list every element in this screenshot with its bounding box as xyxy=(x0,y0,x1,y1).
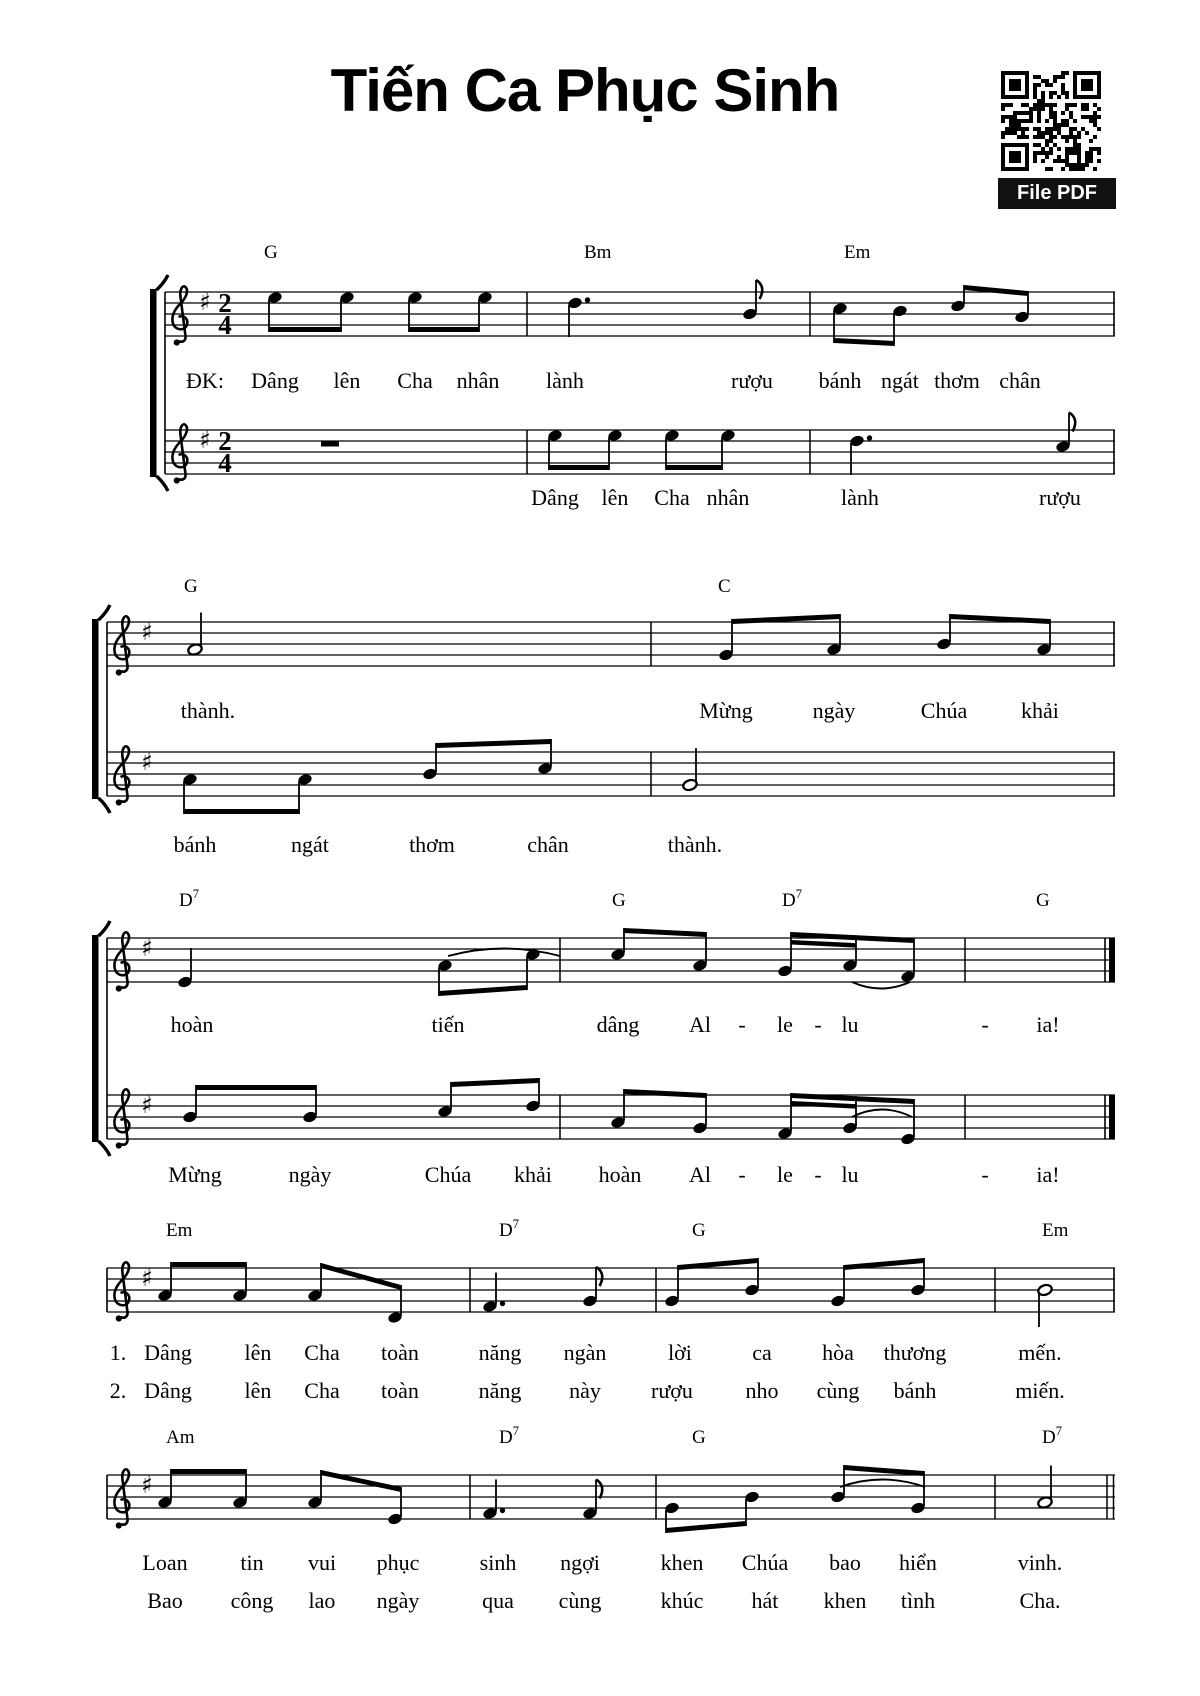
note xyxy=(950,285,966,313)
note xyxy=(177,948,193,989)
lyric-word: ngát xyxy=(881,368,919,393)
key-signature-sharp: ♯ xyxy=(141,1471,153,1499)
note xyxy=(1037,1466,1053,1510)
lyric-word: ngày xyxy=(288,1162,332,1187)
lyric-word: Mừng xyxy=(168,1162,222,1187)
note xyxy=(387,1285,403,1324)
lyric-word: Dâng xyxy=(144,1340,192,1365)
note xyxy=(267,291,283,332)
chord-label: $D^7$ xyxy=(782,887,802,911)
lyric-word: vinh. xyxy=(1017,1550,1063,1575)
eighth-flag xyxy=(596,1267,602,1286)
note xyxy=(682,748,698,792)
note xyxy=(437,1082,453,1118)
lyric-word: lành xyxy=(546,368,584,393)
lyric-word: ngợi xyxy=(560,1550,600,1575)
lyric-word: năng xyxy=(478,1340,522,1365)
music-system-1 xyxy=(150,242,1115,510)
eighth-flag xyxy=(596,1480,602,1499)
beam xyxy=(439,985,527,996)
beam xyxy=(666,1521,746,1533)
note xyxy=(607,429,623,470)
time-signature-denominator: 4 xyxy=(218,310,232,340)
lyric-word: Cha xyxy=(304,1340,340,1365)
note xyxy=(826,614,842,656)
lyric-word: Dâng xyxy=(144,1378,192,1403)
file-pdf-badge[interactable]: File PDF xyxy=(998,178,1116,209)
lyric-word: lên xyxy=(333,368,361,393)
lyric-word: khải xyxy=(514,1162,552,1187)
note xyxy=(567,296,590,337)
lyric-word: hoàn xyxy=(170,1012,214,1037)
lyric-word: ĐK: xyxy=(186,368,224,393)
beam xyxy=(964,285,1028,296)
time-signature-numerator: 2 xyxy=(218,288,232,318)
note xyxy=(718,619,734,662)
beam xyxy=(666,465,722,470)
key-signature-sharp: ♯ xyxy=(141,1264,153,1292)
lyric-word: thành. xyxy=(667,832,723,857)
note xyxy=(830,1465,846,1504)
lyric-word: - xyxy=(814,1012,822,1037)
lyric-word: Cha. xyxy=(1019,1588,1061,1613)
beam xyxy=(321,1263,401,1290)
chord-label: Em xyxy=(844,242,871,263)
lyric-word: - xyxy=(738,1162,746,1187)
system-bracket xyxy=(92,935,99,1142)
lyric-word: ca xyxy=(752,1340,772,1365)
lyric-word: Al xyxy=(689,1162,711,1187)
lyric-word: chân xyxy=(527,832,569,857)
staff xyxy=(107,1078,1115,1187)
note xyxy=(910,1471,926,1515)
lyric-word: nho xyxy=(745,1378,779,1403)
lyric-word: hòa xyxy=(822,1340,854,1365)
beam xyxy=(321,1470,401,1492)
lyric-word: dâng xyxy=(596,1012,640,1037)
beam xyxy=(184,809,299,814)
lyric-word: tình xyxy=(900,1588,936,1613)
lyric-word: Chúa xyxy=(424,1162,472,1187)
chord-label: $D^7$ xyxy=(179,887,199,911)
note xyxy=(187,613,203,657)
lyric-word: thơm xyxy=(409,832,455,857)
note xyxy=(307,1470,323,1509)
lyric-word: chân xyxy=(999,368,1041,393)
note xyxy=(842,935,858,972)
lyric-word: vui xyxy=(307,1550,337,1575)
system-bracket xyxy=(92,619,99,799)
note xyxy=(664,1265,680,1308)
page-title: Tiến Ca Phục Sinh xyxy=(330,57,840,124)
beam xyxy=(624,1089,706,1098)
lyric-word: lành xyxy=(841,485,879,510)
lyric-word: ia! xyxy=(1036,1162,1060,1187)
lyric-word: rượu xyxy=(651,1378,693,1403)
lyric-word: lao xyxy=(308,1588,336,1613)
lyric-word: lời xyxy=(668,1340,692,1365)
beam xyxy=(834,338,894,346)
music-system-3 xyxy=(92,887,1115,1187)
note xyxy=(182,773,198,814)
lyric-word: ngát xyxy=(291,832,329,857)
lyric-word: ia! xyxy=(1036,1012,1060,1037)
chord-label: G xyxy=(692,1427,706,1448)
lyric-word: ngày xyxy=(812,698,856,723)
lyric-word: rượu xyxy=(1039,485,1081,510)
note xyxy=(547,429,563,470)
lyric-word: - xyxy=(981,1162,989,1187)
key-signature-sharp: ♯ xyxy=(141,748,153,776)
note xyxy=(339,291,355,332)
lyric-word: ngày xyxy=(376,1588,420,1613)
lyric-word: thơm xyxy=(934,368,980,393)
chord-label: G xyxy=(612,890,626,911)
lyric-word: 2. xyxy=(109,1378,127,1403)
note xyxy=(537,739,553,775)
chord-label: G xyxy=(184,576,198,597)
note xyxy=(692,1093,708,1135)
lyric-word: khúc xyxy=(660,1588,704,1613)
key-signature-sharp: ♯ xyxy=(141,1091,153,1119)
chord-label: Am xyxy=(166,1427,195,1448)
lyric-word: bao xyxy=(829,1550,861,1575)
lyric-word: lu xyxy=(841,1012,859,1037)
key-signature-sharp: ♯ xyxy=(141,618,153,646)
lyric-word: miến. xyxy=(1015,1378,1065,1403)
chord-label: G xyxy=(264,242,278,263)
lyric-word: hát xyxy=(751,1588,779,1613)
lyric-word: công xyxy=(230,1588,274,1613)
lyric-word: khen xyxy=(660,1550,704,1575)
lyric-word: - xyxy=(981,1012,989,1037)
beam xyxy=(269,327,341,332)
lyric-word: bánh xyxy=(893,1378,937,1403)
lyric-word: sinh xyxy=(479,1550,517,1575)
lyric-word: tiến xyxy=(431,1012,465,1037)
beam xyxy=(436,739,551,748)
lyric-word: phục xyxy=(376,1550,420,1575)
lyric-word: tin xyxy=(240,1550,264,1575)
note xyxy=(777,932,793,978)
lyric-word: Bao xyxy=(147,1588,183,1613)
staff xyxy=(107,928,1115,1037)
chord-label: Bm xyxy=(584,242,612,263)
lyric-word: - xyxy=(814,1162,822,1187)
staff xyxy=(107,1465,1115,1613)
chord-label: $D^7$ xyxy=(1042,1424,1062,1448)
lyric-word: thương xyxy=(883,1340,947,1365)
beam xyxy=(549,465,609,470)
beam xyxy=(624,928,706,937)
beam xyxy=(171,1469,246,1474)
key-signature-sharp: ♯ xyxy=(141,934,153,962)
time-signature-denominator: 4 xyxy=(218,448,232,478)
lyric-word: Cha xyxy=(304,1378,340,1403)
staff xyxy=(107,613,1115,724)
lyric-word: cùng xyxy=(816,1378,860,1403)
lyric-word: bánh xyxy=(818,368,862,393)
lyric-word: Mừng xyxy=(699,698,753,723)
eighth-flag xyxy=(756,280,762,299)
lyric-word: Chúa xyxy=(920,698,968,723)
note xyxy=(302,1085,318,1124)
note xyxy=(307,1263,323,1302)
chord-label: $D^7$ xyxy=(499,1217,519,1241)
note xyxy=(664,429,680,470)
time-signature-numerator: 2 xyxy=(218,426,232,456)
staff xyxy=(165,280,1115,393)
lyric-word: thành. xyxy=(180,698,236,723)
beam xyxy=(196,1085,316,1090)
music-system-2 xyxy=(92,576,1115,857)
note xyxy=(1036,619,1052,656)
chord-label: G xyxy=(692,1220,706,1241)
lyric-word: toàn xyxy=(381,1378,419,1403)
staff xyxy=(107,1258,1115,1403)
music-system-5 xyxy=(107,1424,1115,1613)
lyric-word: nhân xyxy=(456,368,500,393)
key-signature-sharp: ♯ xyxy=(199,426,211,454)
lyric-word: - xyxy=(738,1012,746,1037)
beam xyxy=(451,1078,539,1087)
staff xyxy=(107,739,1115,857)
chord-label: $D^7$ xyxy=(499,1424,519,1448)
beam xyxy=(409,327,479,332)
chord-label: Em xyxy=(1042,1220,1069,1241)
lyric-word: hoàn xyxy=(598,1162,642,1187)
beam xyxy=(791,1101,856,1109)
note xyxy=(832,302,848,343)
system-bracket xyxy=(150,289,157,477)
staff xyxy=(165,413,1115,511)
note xyxy=(182,1085,198,1124)
note xyxy=(422,743,438,781)
lyric-word: lu xyxy=(841,1162,859,1187)
beam xyxy=(791,940,856,948)
lyric-word: cùng xyxy=(558,1588,602,1613)
key-signature-sharp: ♯ xyxy=(199,288,211,316)
lyric-word: mến. xyxy=(1018,1340,1062,1365)
note xyxy=(297,773,313,814)
lyric-word: toàn xyxy=(381,1340,419,1365)
lyric-word: 1. xyxy=(109,1340,127,1365)
lyric-word: Al xyxy=(689,1012,711,1037)
music-system-4 xyxy=(107,1217,1115,1403)
note xyxy=(720,429,736,470)
lyric-word: le xyxy=(777,1162,793,1187)
lyric-word: Chúa xyxy=(741,1550,789,1575)
lyric-word: Dâng xyxy=(251,368,299,393)
lyric-word: le xyxy=(777,1012,793,1037)
lyric-word: rượu xyxy=(731,368,773,393)
slur xyxy=(852,1110,912,1118)
note xyxy=(849,434,872,475)
lyric-word: Dâng xyxy=(531,485,579,510)
chord-label: Em xyxy=(166,1220,193,1241)
note xyxy=(407,291,423,332)
tie xyxy=(852,982,910,989)
note xyxy=(1055,413,1075,454)
note xyxy=(525,948,541,990)
lyric-word: này xyxy=(569,1378,601,1403)
chord-label: G xyxy=(1036,890,1050,911)
lyric-word: bánh xyxy=(173,832,217,857)
lyric-word: lên xyxy=(601,485,629,510)
lyric-word: ngàn xyxy=(563,1340,607,1365)
lyric-word: năng xyxy=(478,1378,522,1403)
whole-rest xyxy=(321,441,339,446)
note xyxy=(610,928,626,961)
lyric-word: Cha xyxy=(397,368,433,393)
lyric-word: khải xyxy=(1021,698,1059,723)
note xyxy=(830,1265,846,1308)
lyric-word: hiển xyxy=(899,1550,937,1575)
note xyxy=(387,1487,403,1526)
lyric-word: qua xyxy=(482,1588,514,1613)
chord-label: C xyxy=(718,576,731,597)
lyric-word: lên xyxy=(244,1378,272,1403)
beam xyxy=(171,1262,246,1267)
lyric-word: nhân xyxy=(706,485,750,510)
note xyxy=(477,291,493,332)
lyric-word: Loan xyxy=(142,1550,188,1575)
eighth-flag xyxy=(1069,413,1075,432)
lyric-word: lên xyxy=(244,1340,272,1365)
note xyxy=(1037,1283,1053,1327)
lyric-word: Cha xyxy=(654,485,690,510)
lyric-word: khen xyxy=(823,1588,867,1613)
